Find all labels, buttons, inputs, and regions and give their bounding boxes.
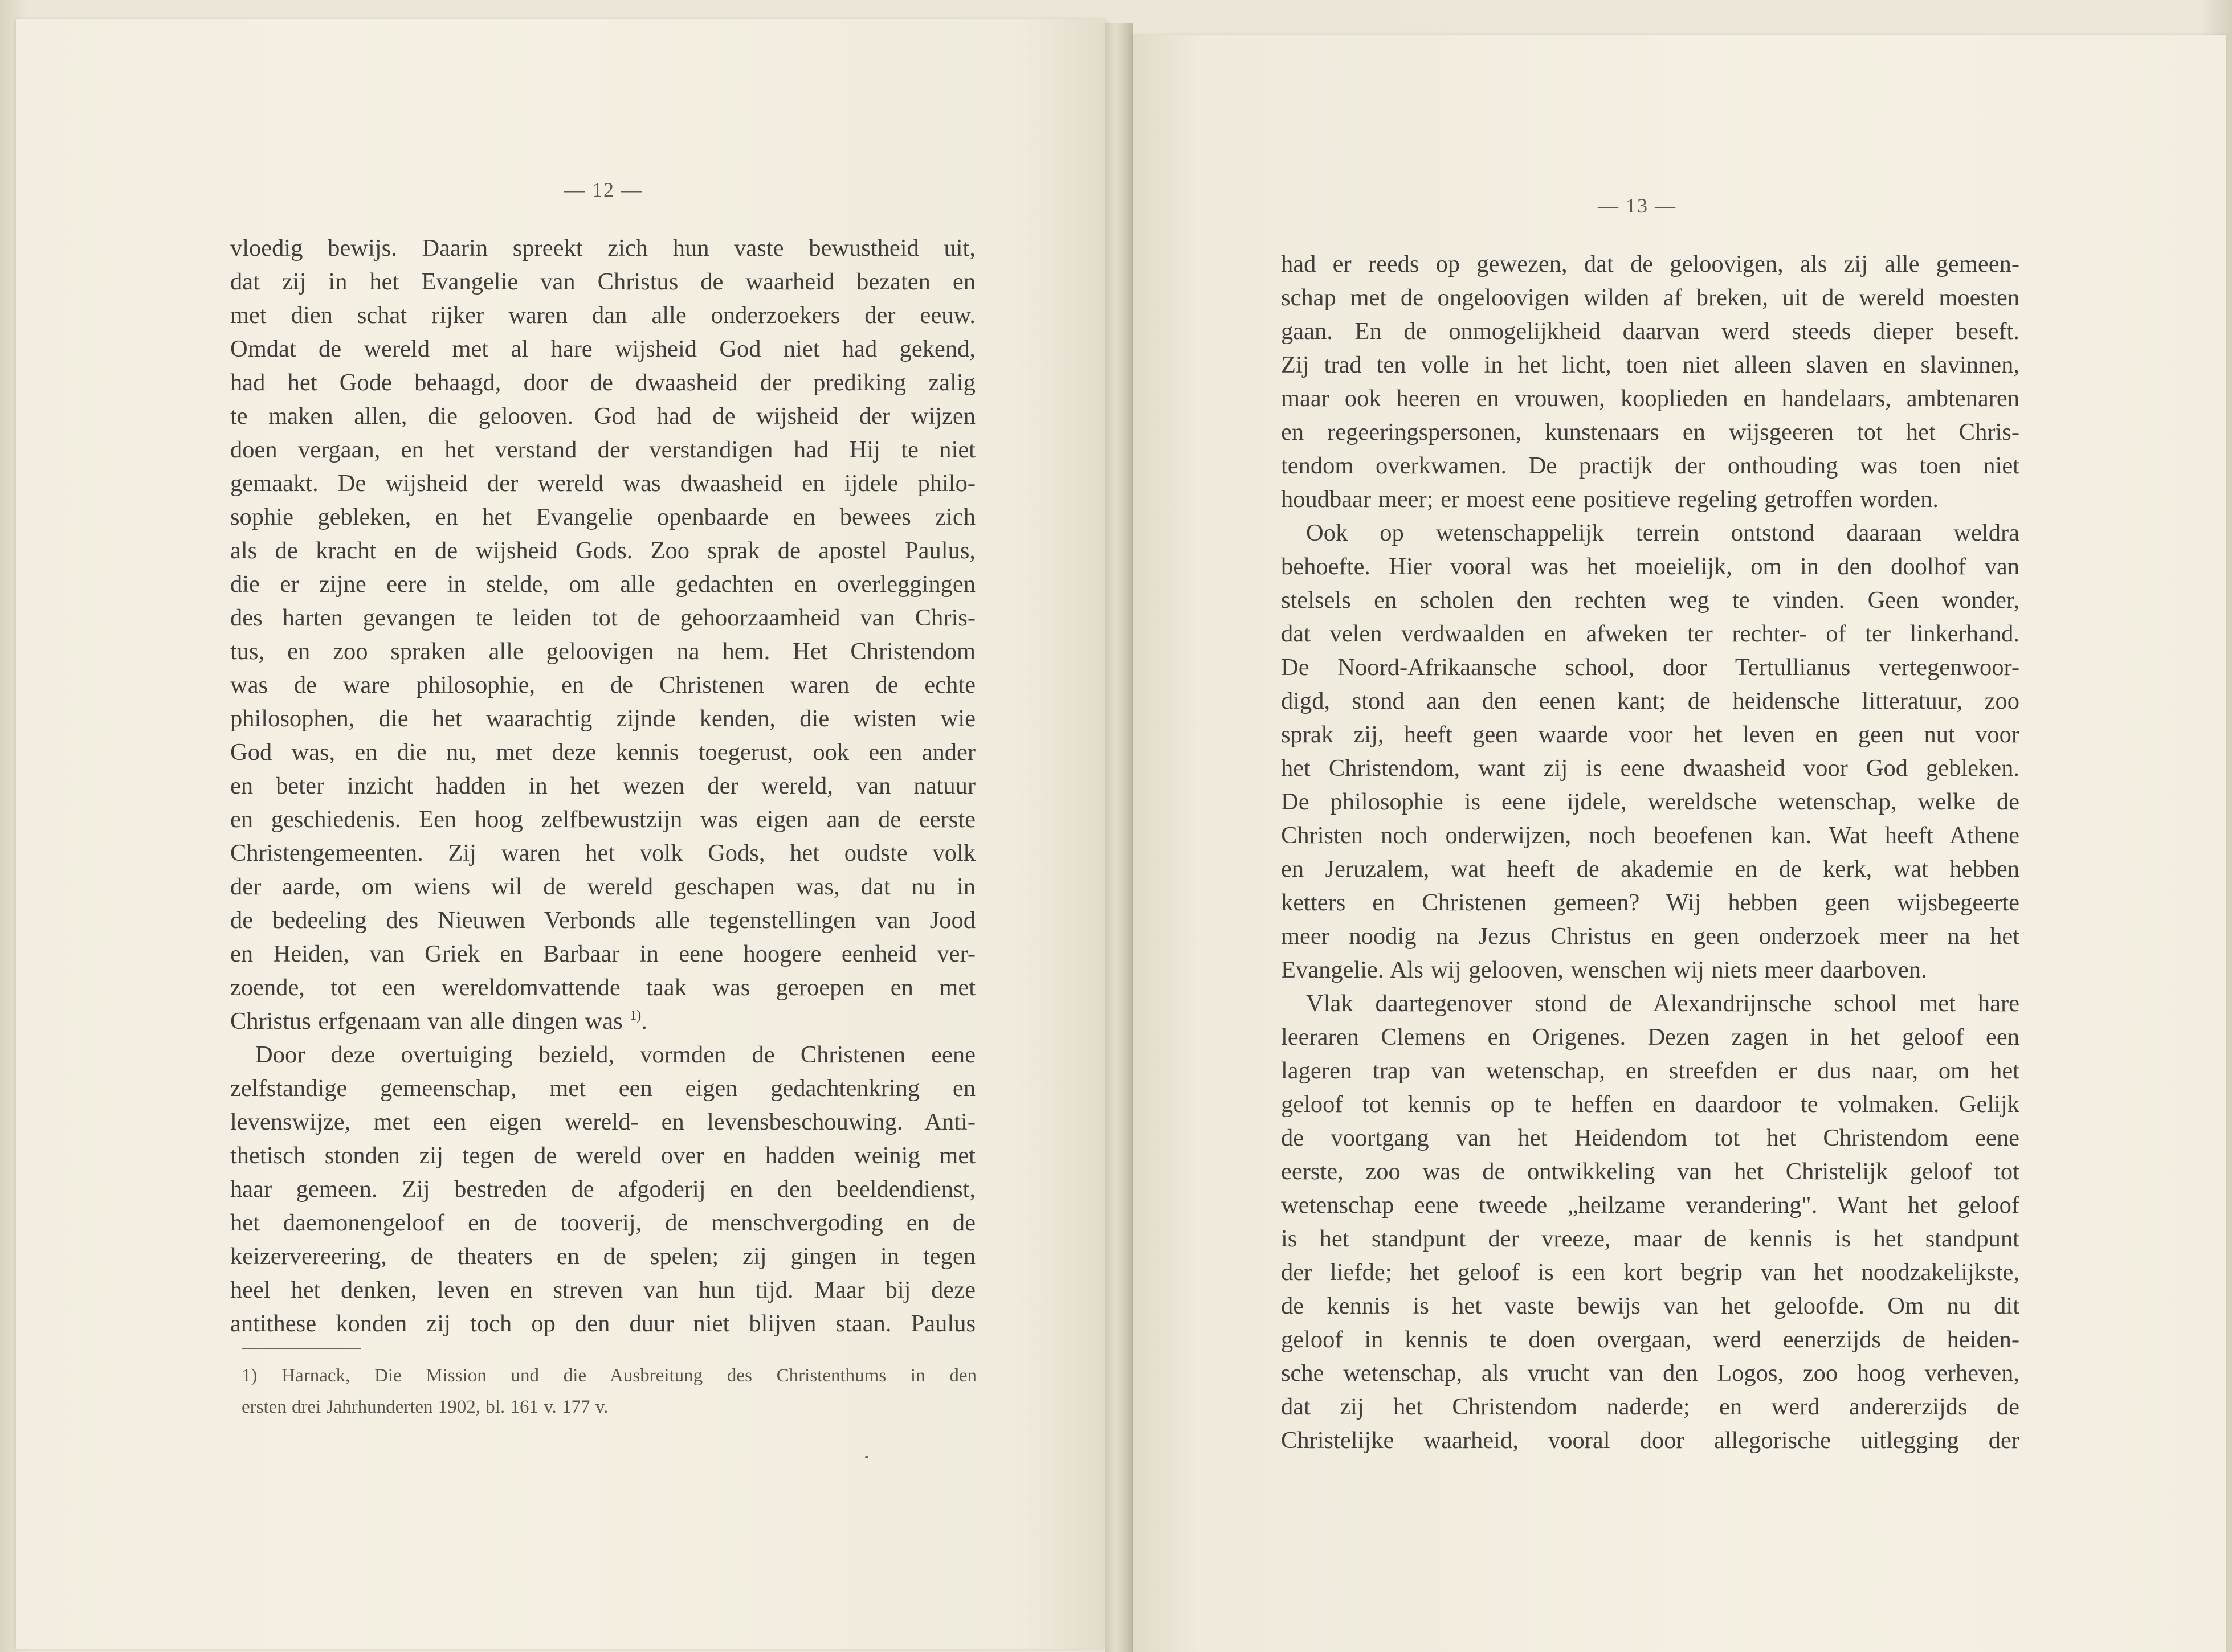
text-line: dat velen verdwaalden en afweken ter rechter- of ter linkerhand. [1281, 620, 2019, 647]
text-line: en Jeruzalem, wat heeft de akademie en de kerk, wat hebben [1281, 856, 2019, 882]
text-line: philosophen, die het waarachtig zijnde kenden, die wisten wie [230, 705, 976, 732]
text-line: lageren trap van wetenschap, en streefden er dus naar, om het [1281, 1057, 2019, 1084]
text-line: had er reeds op gewezen, dat de geloovigen, als zij alle gemeen- [1281, 251, 2019, 277]
text-line: zoende, tot een wereldomvattende taak was geroepen en met [230, 974, 976, 1001]
text-line: de voortgang van het Heidendom tot het Christendom eene [1281, 1124, 2019, 1151]
text-line: sche wetenschap, als vrucht van den Logos, zoo hoog verheven, [1281, 1360, 2019, 1387]
text-line: en Heiden, van Griek en Barbaar in eene hoogere eenheid ver- [230, 941, 976, 967]
text-line: zelfstandige gemeenschap, met een eigen gedachtenkring en [230, 1075, 976, 1102]
text-line: de bedeeling des Nieuwen Verbonds alle tegenstellingen van Jood [230, 907, 976, 934]
text-line: God was, en die nu, met deze kennis toegerust, ook een ander [230, 739, 976, 766]
footnote-line: 1) Harnack, Die Mission und die Ausbreitung des Christenthums in den [242, 1365, 977, 1386]
text-line: Christen noch onderwijzen, noch beoefenen kan. Wat heeft Athene [1281, 822, 2019, 849]
text-line: en regeeringspersonen, kunstenaars en wijsgeeren tot het Chris- [1281, 419, 2019, 445]
text-line: levenswijze, met een eigen wereld- en levensbeschouwing. Anti- [230, 1109, 976, 1135]
text-line: leeraren Clemens en Origenes. Dezen zagen in het geloof een [1281, 1024, 2019, 1050]
text-line: der liefde; het geloof is een kort begrip van het noodzakelijkste, [1281, 1259, 2019, 1286]
text-line: thetisch stonden zij tegen de wereld over en hadden weinig met [230, 1142, 976, 1169]
text-line-content: Christus erfgenaam van alle dingen was [230, 1008, 623, 1034]
text-line: tus, en zoo spraken alle geloovigen na hem. Het Christendom [230, 638, 976, 665]
text-line: ketters en Christenen gemeen? Wij hebben geen wijsbegeerte [1281, 889, 2019, 916]
text-line: vloedig bewijs. Daarin spreekt zich hun vaste bewustheid uit, [230, 235, 976, 261]
text-line [230, 1004, 976, 1038]
text-line: had het Gode behaagd, door de dwaasheid der prediking zalig [230, 369, 976, 396]
text-line: tendom overkwamen. De practijk der onthouding was toen niet [1281, 452, 2019, 479]
text-line: te maken allen, die gelooven. God had de wijsheid der wijzen [230, 403, 976, 430]
text-line: maar ook heeren en vrouwen, kooplieden en handelaars, ambtenaren [1281, 385, 2019, 412]
text-line: de kennis is het vaste bewijs van het geloofde. Om nu dit [1281, 1293, 2019, 1319]
text-line: der aarde, om wiens wil de wereld geschapen was, dat nu in [230, 873, 976, 900]
text-line: geloof in kennis te doen overgaan, werd eenerzijds de heiden- [1281, 1326, 2019, 1353]
text-line: digd, stond aan den eenen kant; de heidensche litteratuur, zoo [1281, 688, 2019, 714]
right-page-text [1281, 247, 2019, 1457]
right-page-number: — 13 — [1598, 194, 1676, 217]
text-line: des harten gevangen te leiden tot de gehoorzaamheid van Chris- [230, 604, 976, 631]
text-line: Zij trad ten volle in het licht, toen niet alleen slaven en slavinnen, [1281, 351, 2019, 378]
text-line: als de kracht en de wijsheid Gods. Zoo sprak de apostel Paulus, [230, 537, 976, 564]
text-line: die er zijne eere in stelde, om alle gedachten en overleggingen [230, 571, 976, 598]
text-line: De Noord-Afrikaansche school, door Tertullianus vertegenwoor- [1281, 654, 2019, 681]
paper-speck [865, 1456, 868, 1458]
paragraph-first-line: Ook op wetenschappelijk terrein ontstond daaraan weldra [1306, 520, 2019, 546]
text-line: het daemonengeloof en de tooverij, de menschvergoding en de [230, 1209, 976, 1236]
text-line: en beter inzicht hadden in het wezen der wereld, van natuur [230, 772, 976, 799]
text-line: Omdat de wereld met al hare wijsheid God niet had gekend, [230, 336, 976, 362]
text-line: Evangelie. Als wij gelooven, wenschen wij niets meer daarboven. [1281, 956, 1927, 983]
text-line: schap met de ongeloovigen wilden af breken, uit de wereld moesten [1281, 284, 2019, 311]
text-line: gemaakt. De wijsheid der wereld was dwaasheid en ijdele philo- [230, 470, 976, 497]
text-line: eerste, zoo was de ontwikkeling van het Christelijk geloof tot [1281, 1158, 2019, 1185]
text-line: het Christendom, want zij is eene dwaasheid voor God gebleken. [1281, 755, 2019, 782]
footnote [242, 1360, 977, 1423]
text-line: houdbaar meer; er moest eene positieve regeling getroffen worden. [1281, 486, 1939, 513]
text-line: keizervereering, de theaters en de spelen; zij gingen in tegen [230, 1243, 976, 1270]
text-line: geloof tot kennis op te heffen en daardoor te volmaken. Gelijk [1281, 1091, 2019, 1118]
text-line: heel het denken, leven en streven van hun tijd. Maar bij deze [230, 1277, 976, 1303]
text-line: haar gemeen. Zij bestreden de afgoderij en den beeldendienst, [230, 1176, 976, 1203]
paragraph-first-line: Door deze overtuiging bezield, vormden de Christenen eene [255, 1041, 976, 1068]
text-line: dat zij in het Evangelie van Christus de waarheid bezaten en [230, 268, 976, 295]
text-line: Christengemeenten. Zij waren het volk Gods, het oudste volk [230, 840, 976, 866]
text-line: gaan. En de onmogelijkheid daarvan werd steeds dieper beseft. [1281, 318, 2019, 345]
text-line: is het standpunt der vreeze, maar de kennis is het standpunt [1281, 1225, 2019, 1252]
text-line: doen vergaan, en het verstand der verstandigen had Hij te niet [230, 436, 976, 463]
footnote-line: ersten drei Jahrhunderten 1902, bl. 161 v. 177 v. [242, 1397, 609, 1417]
paragraph-first-line: Vlak daartegenover stond de Alexandrijnsche school met hare [1306, 990, 2019, 1017]
text-line-punctuation: . [641, 1008, 647, 1034]
left-page-number: — 12 — [564, 178, 643, 201]
text-line: was de ware philosophie, en de Christenen waren de echte [230, 672, 976, 698]
text-line: antithese konden zij toch op den duur niet blijven staan. Paulus [230, 1310, 976, 1337]
text-line: dat zij het Christendom naderde; en werd andererzijds de [1281, 1393, 2019, 1420]
text-line: en geschiedenis. Een hoog zelfbewustzijn was eigen aan de eerste [230, 806, 976, 833]
text-line: stelsels en scholen den rechten weg te vinden. Geen wonder, [1281, 587, 2019, 614]
text-line: met dien schat rijker waren dan alle onderzoekers der eeuw. [230, 302, 976, 329]
text-line: sprak zij, heeft geen waarde voor het leven en geen nut voor [1281, 721, 2019, 748]
text-line: wetenschap eene tweede „heilzame verandering". Want het geloof [1281, 1192, 2019, 1218]
text-line: sophie gebleken, en het Evangelie openbaarde en bewees zich [230, 504, 976, 530]
footnote-separator [242, 1348, 361, 1349]
left-page-text [230, 231, 976, 1340]
footnote-reference: 1) [630, 1008, 642, 1023]
book-gutter [1105, 23, 1133, 1652]
text-line: Christelijke waarheid, vooral door allegorische uitlegging der [1281, 1427, 2019, 1454]
text-line: meer noodig na Jezus Christus en geen onderzoek meer na het [1281, 923, 2019, 950]
text-line: behoefte. Hier vooral was het moeielijk, om in den doolhof van [1281, 553, 2019, 580]
text-line: De philosophie is eene ijdele, wereldsche wetenschap, welke de [1281, 788, 2019, 815]
